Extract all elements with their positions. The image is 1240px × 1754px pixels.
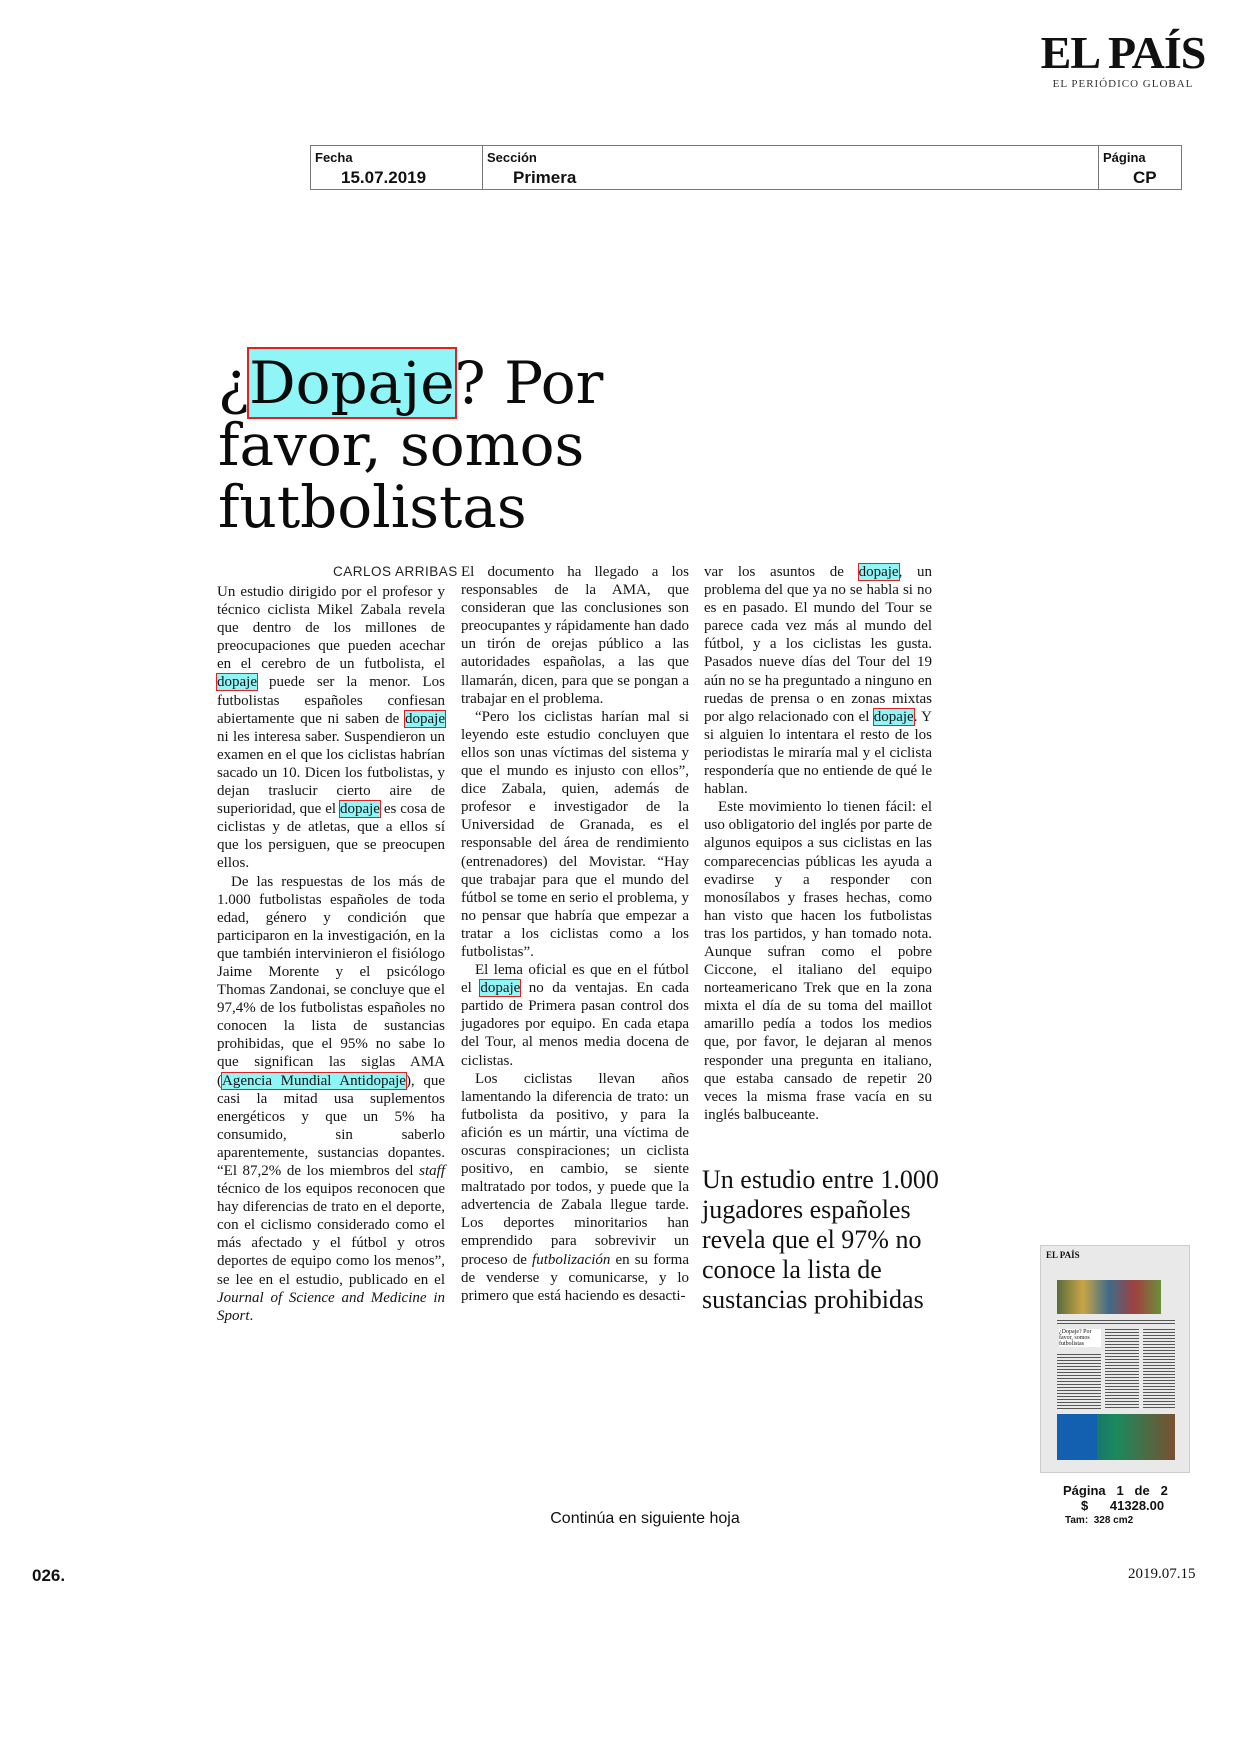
keyword-highlight: dopaje	[339, 801, 380, 818]
thumbnail-text-block	[1057, 1354, 1101, 1410]
byline: CARLOS ARRIBAS	[333, 564, 458, 579]
thumbnail-text-block	[1105, 1329, 1139, 1410]
keyword-highlight: dopaje	[873, 708, 914, 725]
keyword-highlight: dopaje	[858, 564, 899, 580]
logo-tagline: EL PERIÓDICO GLOBAL	[1052, 78, 1194, 90]
continues-next-page: Continúa en siguiente hoja	[550, 1510, 740, 1527]
page-amount: $ 41328.00	[1081, 1498, 1165, 1513]
keyword-highlight: Agencia Mundial Antidopaje	[222, 1072, 406, 1089]
fecha-cell	[311, 146, 483, 189]
paragraph: El lema oficial es que en el fútbol el dopaje no da ventajas. En cada partido de Primera pasan control dos jugadores por equipo. En cada etapa del Tour, al menos media docena de ciclistas.	[461, 962, 689, 1069]
column-1	[217, 583, 445, 1325]
el-pais-logo: EL PAÍS	[1040, 27, 1206, 78]
paragraph: “Pero los ciclistas harían mal si leyendo este estudio concluyen que ellos son unas víctimas del sistema y que el mundo es injusto con ellos”, dice Zabala, quien, además de profesor e investigador de la Universidad de Granada, es el responsable del área de rendimiento (entrenadores) del Movistar. “Hay que trabajar para que el mundo del fútbol se tome en serio el problema, y no pensar que habría que empezar a tratar a los ciclistas como a los futbolistas”.	[461, 708, 689, 960]
headline-post: ? Por favor, somos futbolistas	[218, 349, 604, 541]
headline-highlight: Dopaje	[249, 349, 455, 417]
thumbnail-logo: EL PAÍS	[1046, 1250, 1080, 1260]
seccion-label: Sección	[487, 150, 537, 165]
paragraph: Un estudio dirigido por el profesor y técnico ciclista Mikel Zabala revela que dentro de los millones de preocupaciones que pueden acechar en el cerebro de un futbolista, el dopaje puede ser la menor. Los futbolistas españoles confiesan abiertamente que ni saben de dopaje ni les interesa saber. Suspendieron un examen en el que los ciclistas habrían sacado un 10. Dicen los futbolistas, y dejan traslucir cierto aire de superioridad, que el dopaje es cosa de ciclistas y de atletas, que a ellos sí que los persiguen, que se preocupen ellos.	[217, 584, 445, 872]
keyword-highlight: dopaje	[217, 674, 257, 691]
paragraph: De las respuestas de los más de 1.000 futbolistas españoles de toda edad, género y condición que participaron en la investigación, en la que también intervinieron el fisiólogo Jaime Morente y el psicólogo Thomas Zandonai, se concluye que el 97,4% de los futbolistas españoles no conocen la lista de sustancias prohibidas, que el 95% no sabe lo que significan las siglas AMA (Agencia Mundial Antidopaje), que casi la mitad usa suplementos energéticos y que un 5% ha consumido, sin saberlo aparentemente, sustancias dopantes. “El 87,2% de los miembros del staff técnico de los equipos reconocen que hay diferencias de trato en el deporte, con el ciclismo considerado como el más afectado y el fútbol y otros deportes de equipo como los menos”, se lee en el estudio, publicado en el Journal of Science and Medicine in Sport.	[217, 873, 445, 1324]
page-thumbnail[interactable]	[1040, 1245, 1190, 1473]
footer-date: 2019.07.15	[1128, 1566, 1196, 1582]
page-count: Página 1 de 2	[1063, 1483, 1168, 1498]
keyword-highlight: dopaje	[405, 710, 445, 727]
column-2	[461, 563, 689, 1305]
thumbnail-photo	[1057, 1280, 1161, 1314]
pagina-value: CP	[1133, 168, 1157, 187]
fecha-value: 15.07.2019	[341, 168, 427, 187]
thumbnail-text-block	[1143, 1329, 1175, 1410]
seccion-cell	[483, 146, 1099, 189]
column-3	[704, 563, 932, 1124]
headline-pre: ¿	[218, 349, 250, 417]
fecha-label: Fecha	[315, 150, 353, 165]
pull-quote: Un estudio entre 1.000 jugadores españoles revela que el 97% no conoce la lista de sustancias prohibidas	[702, 1165, 939, 1314]
info-bar	[310, 145, 1182, 190]
seccion-value: Primera	[513, 168, 577, 187]
masthead	[1028, 27, 1218, 90]
paragraph: El documento ha llegado a los responsables de la AMA, que consideran que las conclusiones son preocupantes y rápidamente han dado un tirón de orejas público a las autoridades españolas, a las que llamarán, dicen, para que se pongan a trabajar en el problema.	[461, 564, 689, 707]
pagina-label: Página	[1103, 150, 1146, 165]
thumbnail-text-block	[1057, 1320, 1175, 1326]
thumbnail-headline: ¿Dopaje? Por favor, somos futbolistas	[1059, 1329, 1101, 1347]
footer-code: 026.	[32, 1566, 66, 1585]
keyword-highlight: dopaje	[480, 980, 521, 997]
paragraph: Los ciclistas llevan años lamentando la diferencia de trato: un futbolista da positivo, y para la afición es un mártir, una víctima de oscuras conspiraciones; un ciclista positivo, en cambio, se siente maltratado por todos, y puede que la advertencia de Zabala llegue tarde. Los deportes minoritarios han emprendido para sobrevivir un proceso de futbolización en su forma de venderse y comunicarse, y lo primero que está haciendo es desacti-	[461, 1070, 690, 1304]
page-size: Tam: 328 cm2	[1065, 1515, 1134, 1526]
paragraph: Este movimiento lo tienen fácil: el uso obligatorio del inglés por parte de algunos equipos a sus ciclistas en las comparecencias públicas les ayuda a evadirse y a responder con monosílabos y frases hechas, como han visto que hacen los futbolistas tras los partidos, y han tomado nota. Aunque sufran como el pobre Ciccone, el italiano del equipo norteamericano Trek que en la zona mixta el día de su toma del maillot amarillo pedía a todos los medios que, por favor, le dejaran al menos responder una pregunta en italiano, que estaba cansado de repetir 20 veces la misma frase vacía en su inglés balbuceante.	[704, 799, 932, 1123]
paragraph: var los asuntos de dopaje, un problema del que ya no se habla si no es en pasado. El mundo del Tour se parece cada vez más al mundo del fútbol, y a los ciclistas les gusta. Pasados nueve días del Tour del 19 aún no se ha preguntado a ninguno en ruedas de prensa o en zonas mixtas por algo relacionado con el dopaje. Y si alguien lo intentara el resto de los periodistas le miraría mal y el ciclista respondería que no entiende de qué le hablan.	[704, 564, 932, 798]
pagina-cell	[1099, 146, 1181, 189]
headline	[218, 349, 638, 541]
thumbnail-ad-block	[1057, 1414, 1097, 1460]
